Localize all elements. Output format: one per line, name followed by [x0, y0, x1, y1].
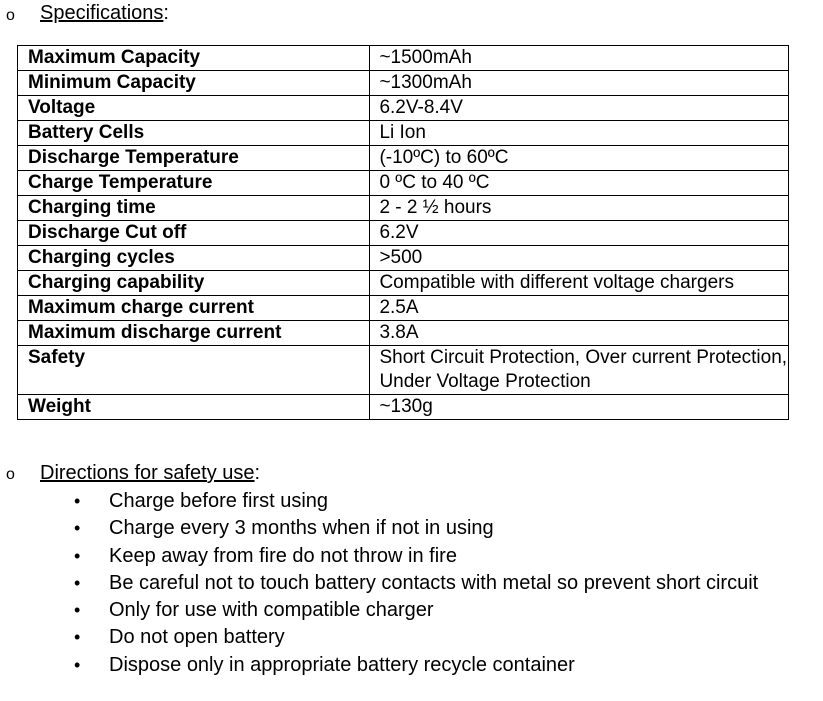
bullet-icon: •: [74, 518, 81, 539]
table-row: [18, 246, 789, 271]
list-item-text: Keep away from fire do not throw in fire: [109, 544, 457, 567]
spec-value: 2.5A: [370, 296, 789, 321]
list-item-text: Be careful not to touch battery contacts with metal so prevent short circuit: [109, 571, 759, 594]
spec-label: Maximum charge current: [18, 296, 370, 321]
table-row: [18, 121, 789, 146]
spec-label: Charging capability: [18, 271, 370, 296]
directions-heading-colon: :: [254, 462, 261, 484]
table-row: [18, 46, 789, 71]
bullet-icon: •: [74, 654, 81, 675]
spec-label: Charging cycles: [18, 246, 370, 271]
spec-label: Charge Temperature: [18, 171, 370, 196]
table-row: [18, 96, 789, 121]
spec-label: Safety: [18, 346, 370, 395]
specifications-heading-bullet: o: [6, 7, 15, 24]
specifications-heading-colon: :: [163, 2, 169, 24]
spec-value: Short Circuit Protection, Over current Protection, Under Voltage Protection: [370, 346, 789, 395]
table-row: [18, 221, 789, 246]
spec-label: Discharge Cut off: [18, 221, 370, 246]
spec-value: (-10ºC) to 60ºC: [370, 146, 789, 171]
table-row: [18, 71, 789, 96]
list-item-text: Dispose only in appropriate battery recycle container: [109, 653, 575, 676]
directions-heading-text: Directions for safety use: [40, 462, 255, 484]
spec-value: 6.2V-8.4V: [370, 96, 789, 121]
spec-label: Minimum Capacity: [18, 71, 370, 96]
table-row: [18, 321, 789, 346]
spec-value: ~1300mAh: [370, 71, 789, 96]
spec-value: 3.8A: [370, 321, 789, 346]
spec-label: Maximum discharge current: [18, 321, 370, 346]
spec-value: 0 ºC to 40 ºC: [370, 171, 789, 196]
table-row: [18, 171, 789, 196]
spec-value: >500: [370, 246, 789, 271]
list-item-text: Only for use with compatible charger: [109, 599, 434, 622]
spec-value: ~1500mAh: [370, 46, 789, 71]
table-row: [18, 346, 789, 395]
spec-label: Discharge Temperature: [18, 146, 370, 171]
bullet-icon: •: [74, 600, 81, 621]
spec-value: Compatible with different voltage chargers: [370, 271, 789, 296]
spec-value: ~130g: [370, 395, 789, 420]
specifications-table: [17, 45, 789, 420]
bullet-icon: •: [74, 572, 81, 593]
bullet-icon: •: [74, 491, 81, 511]
spec-value: Li Ion: [370, 121, 789, 146]
spec-value: 6.2V: [370, 221, 789, 246]
list-item-text: Do not open battery: [109, 626, 285, 649]
specifications-heading-text: Specifications: [40, 2, 164, 24]
spec-value: 2 - 2 ½ hours: [370, 196, 789, 221]
table-row: [18, 395, 789, 420]
table-row: [18, 196, 789, 221]
spec-label: Charging time: [18, 196, 370, 221]
bullet-icon: •: [74, 627, 81, 648]
directions-heading-bullet: o: [6, 466, 15, 483]
spec-label: Voltage: [18, 96, 370, 121]
spec-label: Maximum Capacity: [18, 46, 370, 71]
spec-label: Weight: [18, 395, 370, 420]
list-item-text: Charge every 3 months when if not in using: [109, 517, 494, 540]
table-row: [18, 271, 789, 296]
table-row: [18, 146, 789, 171]
bullet-icon: •: [74, 545, 81, 566]
spec-label: Battery Cells: [18, 121, 370, 146]
list-item-text: Charge before first using: [109, 490, 329, 512]
table-row: [18, 296, 789, 321]
